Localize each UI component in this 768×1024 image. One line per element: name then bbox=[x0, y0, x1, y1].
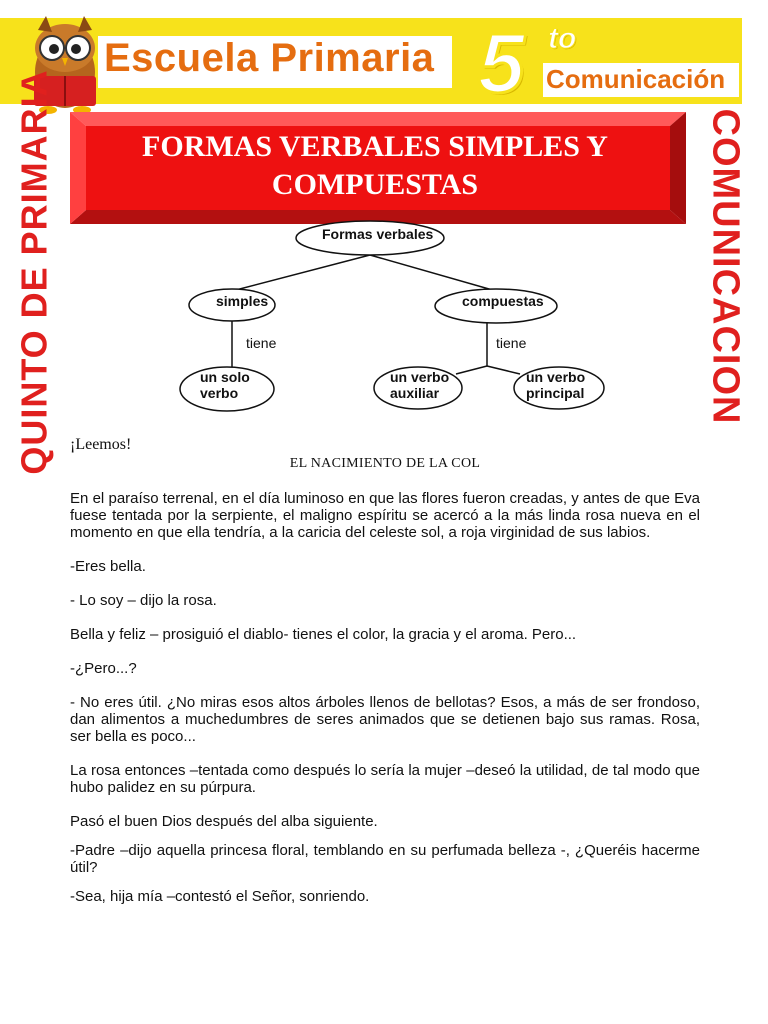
node-leaf-2-line-2: auxiliar bbox=[390, 385, 440, 401]
story-paragraph: En el paraíso terrenal, en el día luminoso en que las flores fueron creadas, y antes de que Eva fuese tentada por la serpiente, el maligno espíritu se acercó a la más linda rosa nueva en el momento en que ella tendría, a la caricia del celeste sol, a roja virginidad de sus labios. bbox=[70, 490, 700, 541]
node-leaf-3-label bbox=[526, 369, 585, 401]
story-paragraph: - No eres útil. ¿No miras esos altos árboles llenos de bellotas? Esos, a más de ser frondoso, dan alimentos a muchedumbres de seres animados que se detienen bajo sus ramas. Rosa, ser bella es poco... bbox=[70, 694, 700, 745]
grade-number: 5 bbox=[478, 16, 525, 110]
story-paragraph: - Lo soy – dijo la rosa. bbox=[70, 592, 217, 609]
edge-compuestas-auxiliar bbox=[456, 366, 487, 374]
school-title: Escuela Primaria bbox=[104, 36, 435, 80]
story-paragraph: Bella y feliz – prosiguió el diablo- tienes el color, la gracia y el aroma. Pero... bbox=[70, 626, 577, 643]
node-leaf-2-label bbox=[390, 369, 449, 401]
story-paragraph: -¿Pero...? bbox=[70, 660, 137, 677]
right-side-banner-text: COMUNICACION bbox=[704, 108, 747, 424]
node-leaf-3-line-2: principal bbox=[526, 385, 585, 401]
node-leaf-1-line-2: verbo bbox=[200, 385, 239, 401]
page-title bbox=[90, 128, 660, 204]
node-simples-label: simples bbox=[216, 293, 269, 309]
node-leaf-1-label bbox=[200, 369, 250, 401]
story-paragraph: Pasó el buen Dios después del alba siguiente. bbox=[70, 813, 378, 830]
story-title: EL NACIMIENTO DE LA COL bbox=[289, 456, 481, 471]
reading-label: ¡Leemos! bbox=[70, 436, 132, 453]
edge-root-compuestas bbox=[370, 255, 496, 291]
node-leaf-2-line-1: un verbo bbox=[390, 369, 450, 385]
left-side-banner-text: QUINTO DE PRIMARIA bbox=[14, 69, 56, 475]
story-paragraph: -Padre –dijo aquella princesa floral, temblando en su perfumada belleza -, ¿Queréis hacerme útil? bbox=[70, 842, 700, 876]
link-label-simples: tiene bbox=[246, 335, 277, 351]
reading-section bbox=[70, 436, 700, 922]
page-title-line-1: FORMAS VERBALES SIMPLES Y bbox=[142, 130, 608, 163]
story-paragraph: La rosa entonces –tentada como después lo sería la mujer –deseó la utilidad, de tal modo que hubo palidez en su púrpura. bbox=[70, 762, 700, 796]
edge-compuestas-principal bbox=[487, 366, 520, 374]
node-leaf-1-line-1: un solo bbox=[200, 369, 250, 385]
story-paragraph: -Sea, hija mía –contestó el Señor, sonriendo. bbox=[70, 888, 370, 905]
story-paragraph: -Eres bella. bbox=[70, 558, 146, 575]
grade-suffix: to bbox=[548, 22, 577, 55]
link-label-compuestas: tiene bbox=[496, 335, 527, 351]
node-compuestas-label: compuestas bbox=[462, 293, 544, 309]
subject-title: Comunicación bbox=[546, 64, 726, 94]
node-leaf-3-line-1: un verbo bbox=[526, 369, 586, 385]
edge-root-simples bbox=[232, 255, 370, 291]
node-root-label: Formas verbales bbox=[322, 226, 434, 242]
page-title-line-2: COMPUESTAS bbox=[271, 168, 479, 201]
